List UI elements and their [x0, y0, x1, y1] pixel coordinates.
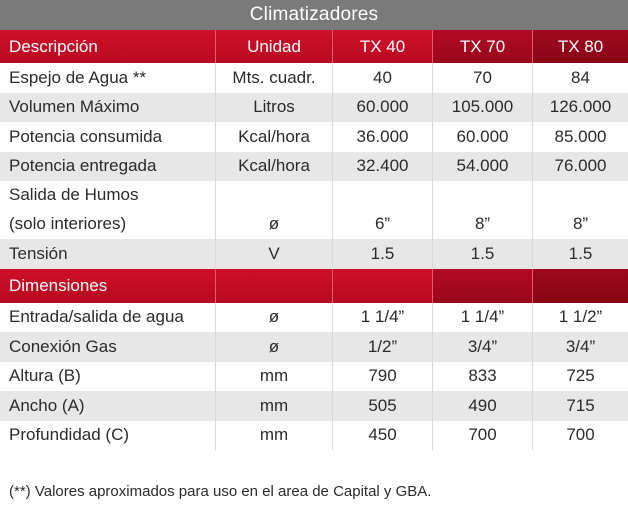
header-description: Descripción	[9, 36, 98, 56]
row-tx80: 85.000	[532, 122, 628, 152]
row-tx80: 700	[532, 421, 628, 451]
row-label: Profundidad (C)	[9, 425, 130, 445]
header-unit: Unidad	[215, 30, 332, 63]
row-tx40: 1.5	[332, 239, 432, 269]
row-tx80: 126.000	[532, 93, 628, 123]
table-title: Climatizadores	[0, 0, 628, 30]
row-label: Potencia entregada	[9, 156, 157, 176]
row-label: Altura (B)	[9, 366, 81, 386]
row-unit: ø	[215, 332, 332, 362]
dimensions-header-cell	[432, 269, 532, 303]
row-tx40	[332, 181, 432, 209]
footnote: (**) Valores aproximados para uso en el area de Capital y GBA.	[9, 483, 432, 500]
row-unit: Kcal/hora	[215, 152, 332, 182]
table-row	[0, 303, 628, 333]
row-tx80	[532, 181, 628, 209]
row-label: Salida de Humos	[9, 185, 139, 204]
row-label: Entrada/salida de agua	[9, 307, 184, 327]
row-tx80: 715	[532, 391, 628, 421]
row-unit: V	[215, 239, 332, 269]
table-row	[0, 209, 628, 239]
row-label: Potencia consumida	[9, 126, 163, 146]
row-tx40: 60.000	[332, 93, 432, 123]
row-tx70: 70	[432, 63, 532, 93]
table-row	[0, 63, 628, 93]
row-tx70: 3/4”	[432, 332, 532, 362]
spec-table	[0, 30, 628, 450]
row-tx40: 450	[332, 421, 432, 451]
row-tx70: 1.5	[432, 239, 532, 269]
row-tx70: 54.000	[432, 152, 532, 182]
row-tx70: 60.000	[432, 122, 532, 152]
row-tx40: 790	[332, 362, 432, 392]
row-unit: ø	[215, 209, 332, 239]
table-row	[0, 332, 628, 362]
row-tx40: 40	[332, 63, 432, 93]
row-tx80: 8”	[532, 209, 628, 239]
table-row	[0, 362, 628, 392]
row-tx80: 3/4”	[532, 332, 628, 362]
row-tx40: 36.000	[332, 122, 432, 152]
row-tx40: 1/2”	[332, 332, 432, 362]
row-tx80: 1.5	[532, 239, 628, 269]
row-tx80: 76.000	[532, 152, 628, 182]
table-header-row	[0, 30, 628, 63]
row-label: Volumen Máximo	[9, 97, 140, 117]
row-unit	[215, 181, 332, 209]
dimensions-header-row	[0, 269, 628, 303]
dimensions-header-cell	[215, 269, 332, 303]
row-tx70: 105.000	[432, 93, 532, 123]
row-label: Ancho (A)	[9, 395, 85, 415]
row-tx70: 700	[432, 421, 532, 451]
row-tx70	[432, 181, 532, 209]
row-unit: mm	[215, 421, 332, 451]
row-tx40: 1 1/4”	[332, 303, 432, 333]
row-unit: mm	[215, 362, 332, 392]
dimensions-header: Dimensiones	[9, 275, 108, 295]
header-tx40: TX 40	[332, 30, 432, 63]
row-unit: mm	[215, 391, 332, 421]
dimensions-header-cell	[332, 269, 432, 303]
row-label: Espejo de Agua **	[9, 67, 147, 87]
table-row	[0, 122, 628, 152]
dimensions-header-cell	[532, 269, 628, 303]
table-row	[0, 93, 628, 123]
table-row	[0, 421, 628, 451]
table-row	[0, 181, 628, 209]
row-tx80: 1 1/2”	[532, 303, 628, 333]
row-unit: Mts. cuadr.	[215, 63, 332, 93]
row-tx70: 8”	[432, 209, 532, 239]
row-tx40: 32.400	[332, 152, 432, 182]
header-tx70: TX 70	[432, 30, 532, 63]
row-tx80: 725	[532, 362, 628, 392]
row-tx70: 1 1/4”	[432, 303, 532, 333]
table-row	[0, 152, 628, 182]
row-tx70: 833	[432, 362, 532, 392]
header-tx80: TX 80	[532, 30, 628, 63]
row-label: (solo interiores)	[9, 214, 127, 233]
row-label: Tensión	[9, 243, 68, 263]
row-label: Conexión Gas	[9, 336, 117, 356]
row-unit: Kcal/hora	[215, 122, 332, 152]
row-tx80: 84	[532, 63, 628, 93]
row-tx40: 6”	[332, 209, 432, 239]
table-row	[0, 239, 628, 269]
row-tx70: 490	[432, 391, 532, 421]
row-unit: ø	[215, 303, 332, 333]
row-unit: Litros	[215, 93, 332, 123]
row-tx40: 505	[332, 391, 432, 421]
table-row	[0, 391, 628, 421]
